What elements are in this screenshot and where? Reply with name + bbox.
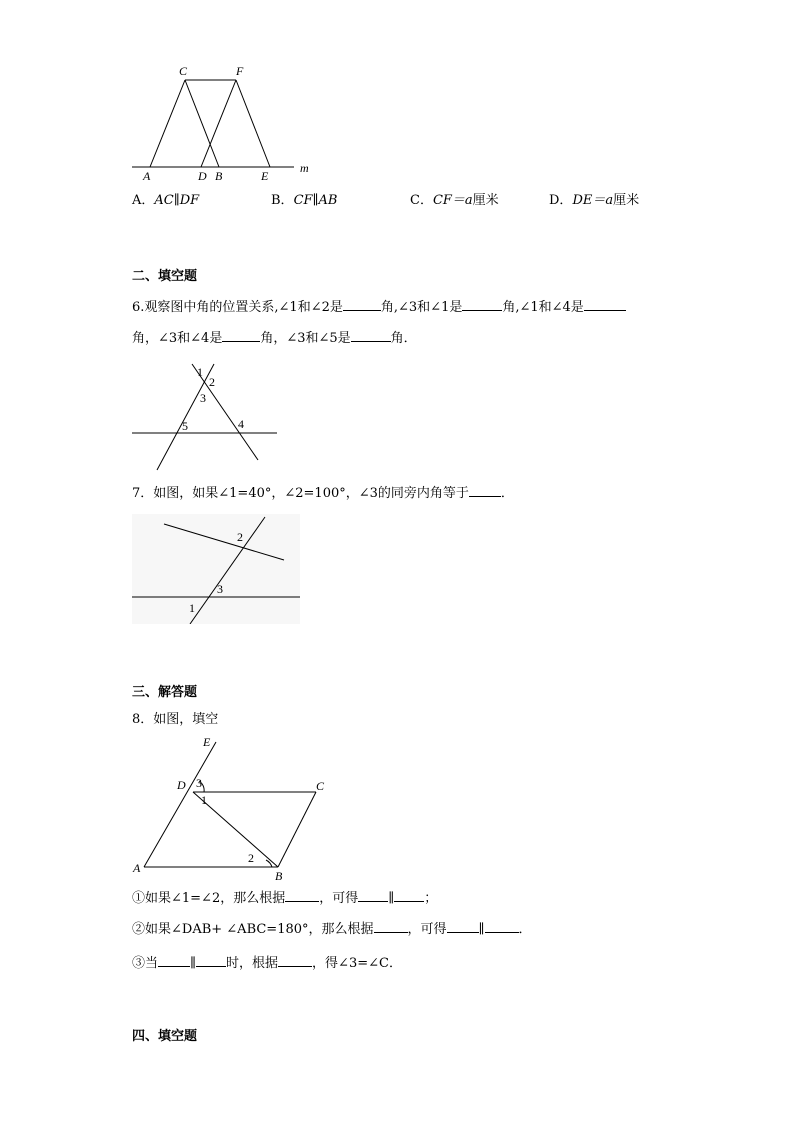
q8-title: 8．如图，填空 [132,712,219,727]
blank[interactable] [358,889,388,902]
label-E: E [203,735,211,749]
q8-item3: ③当 ∥ 时，根据 ，得∠3=∠C． [132,956,402,971]
angle-2: 2 [237,530,243,544]
angle-5: 5 [182,419,188,433]
option-c: C．CF＝a厘米 [410,193,499,208]
blank[interactable] [158,954,190,967]
option-d: D．DE＝a厘米 [549,193,640,208]
blank[interactable] [584,298,626,311]
q8-item1: ①如果∠1=∠2，那么根据 ，可得 ∥ ； [132,891,438,906]
label-B: B [275,869,283,882]
blank[interactable] [196,954,226,967]
q8-figure [130,732,335,882]
label-F: F [236,64,244,78]
blank[interactable] [351,329,391,342]
blank[interactable] [222,329,260,342]
blank[interactable] [278,954,312,967]
angle-3: 3 [196,776,202,790]
angle-4: 4 [238,417,244,431]
blank[interactable] [462,298,502,311]
label-B: B [215,169,223,183]
label-C: C [179,64,188,78]
blank[interactable] [469,484,501,497]
label-A: A [143,169,151,183]
q8-item2: ②如果∠DAB+ ∠ABC=180°，那么根据 ，可得 ∥ ． [132,922,532,937]
option-a: A．AC∥DF [132,193,200,208]
q7-figure [132,514,300,624]
blank[interactable] [447,920,479,933]
section-4-title: 四、填空题 [132,1029,198,1044]
angle-3: 3 [217,582,223,596]
angle-1: 1 [197,365,203,379]
q6-line2: 角，∠3和∠4是 角，∠3和∠5是 角． [132,331,417,346]
label-D: D [177,778,186,792]
option-b: B．CF∥AB [271,193,338,208]
angle-3: 3 [200,391,206,405]
angle-2: 2 [209,375,215,389]
angle-1: 1 [201,793,207,807]
label-C: C [316,779,325,793]
blank[interactable] [394,889,424,902]
q7-text: 7．如图，如果∠1=40°，∠2=100°，∠3的同旁内角等于 ． [132,486,514,501]
label-A: A [133,861,141,875]
q5-figure [128,60,328,185]
angle-1: 1 [189,601,195,615]
section-3-title: 三、解答题 [132,685,198,700]
blank[interactable] [374,920,408,933]
label-D: D [198,169,207,183]
angle-2: 2 [248,851,254,865]
blank[interactable] [285,889,319,902]
q6-line1: 6.观察图中角的位置关系,∠1和∠2是 角,∠3和∠1是 角,∠1和∠4是 [132,298,626,316]
q6-figure [130,362,280,474]
label-E: E [261,169,269,183]
blank[interactable] [343,298,381,311]
label-m: m [300,161,309,175]
blank[interactable] [485,920,519,933]
section-2-title: 二、填空题 [132,269,198,284]
